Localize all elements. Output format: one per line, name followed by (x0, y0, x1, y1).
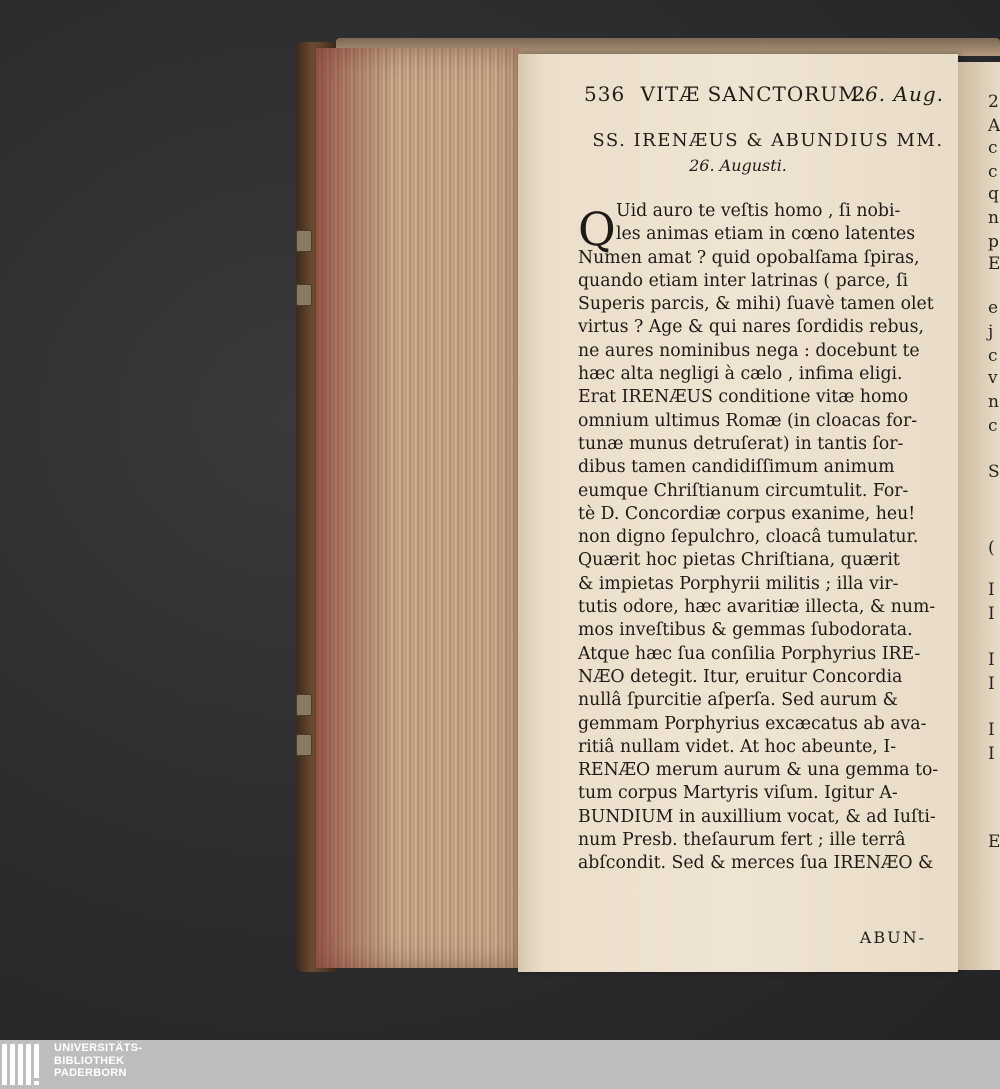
text-line: eumque Chriſtianum circumtulit. For- (578, 480, 909, 501)
catchword: ABUN- (859, 928, 926, 947)
next-page-fragment: I (988, 744, 995, 764)
text-line: abſcondit. Sed & merces ſua IRENÆO & (578, 853, 934, 874)
clasp-icon (296, 284, 312, 306)
next-page-fragment: c (988, 162, 998, 182)
text-line: omnium ultimus Romæ (in cloacas for- (578, 410, 918, 431)
edge-stain (316, 48, 396, 968)
body-text (578, 200, 958, 876)
text-line: & impietas Porphyrii militis ; illa vir- (578, 573, 899, 594)
page-number: 536 (584, 82, 626, 106)
running-head (584, 82, 944, 106)
text-line: Superis parcis, & mihi) ſuavè tamen olet (578, 294, 934, 315)
next-page-fragment: c (988, 416, 998, 436)
next-page-fragment: ( (988, 538, 995, 558)
text-line: tè D. Concordiæ corpus exanime, heu! (578, 503, 916, 524)
text-line: tum corpus Martyris viſum. Igitur A- (578, 783, 898, 804)
clasp-icon (296, 230, 312, 252)
library-footer (0, 1040, 1000, 1089)
next-page-fragment: I (988, 650, 995, 670)
next-page-fragment: q (988, 184, 999, 204)
text-line: Erat IRENÆUS conditione vitæ homo (578, 387, 909, 408)
running-date: 26. Aug. (851, 82, 944, 106)
next-page-fragment: n (988, 208, 999, 228)
text-line: BUNDIUM in auxillium vocat, & ad Iuſti- (578, 806, 936, 827)
clasp-icon (296, 734, 312, 756)
text-line: gemmam Porphyrius excæcatus ab ava- (578, 713, 927, 734)
text-line: quando etiam inter latrinas ( parce, ſi (578, 270, 909, 291)
text-line: tutis odore, hæc avaritiæ illecta, & num- (578, 597, 936, 618)
text-line: virtus ? Age & qui nares ſordidis rebus, (578, 317, 925, 338)
text-line: NÆO detegit. Itur, eruitur Concordia (578, 666, 903, 687)
text-line: dibus tamen candidiſſimum animum (578, 457, 895, 478)
next-page-fragment: 2 (988, 92, 999, 112)
next-page-fragment: p (988, 232, 999, 252)
text-line: nullâ ſpurcitie aſperſa. Sed aurum & (578, 690, 898, 711)
text-line: non digno ſepulchro, cloacâ tumulatur. (578, 527, 919, 548)
chapter-title: SS. IRENÆUS & ABUNDIUS MM. (592, 130, 944, 151)
text-line: ne aures nominibus nega : docebunt te (578, 340, 920, 361)
dropcap: Q (578, 202, 616, 256)
next-page-edge (958, 62, 1000, 970)
next-page-fragment: I (988, 604, 995, 624)
next-page-fragment: I (988, 580, 995, 600)
library-name-line: UNIVERSITÄTS- (54, 1042, 143, 1054)
text-line: Numen amat ? quid opobalſama ſpiras, (578, 247, 920, 268)
clasp-icon (296, 694, 312, 716)
text-line: Quærit hoc pietas Chriſtiana, quærit (578, 550, 900, 571)
next-page-fragment: e (988, 298, 999, 318)
next-page-fragment: E (988, 832, 1000, 852)
library-name-line: BIBLIOTHEK (54, 1054, 125, 1067)
text-line: RENÆO merum aurum & una gemma to- (578, 760, 939, 781)
text-line: num Presb. theſaurum fert ; ille terrâ (578, 830, 906, 851)
library-name-line: PADERBORN (54, 1067, 127, 1079)
text-line: ritiâ nullam videt. At hoc abeunte, I- (578, 736, 897, 757)
next-page-fragment: S (988, 462, 1000, 482)
next-page-fragment: I (988, 674, 995, 694)
book (296, 34, 1000, 980)
text-line: hæc alta negligi à cælo , infima eligi. (578, 364, 903, 385)
next-page-fragment: A (988, 116, 1000, 136)
text-line: tunæ munus detruſerat) in tantis ſor- (578, 433, 904, 454)
next-page-fragment: c (988, 346, 998, 366)
text-line: Atque hæc ſua conſilia Porphyrius IRE- (578, 643, 921, 664)
text-line: les animas etiam in cœno latentes (616, 224, 916, 245)
next-page-fragment: j (988, 322, 994, 342)
next-page-fragment: I (988, 720, 995, 740)
text-line: mos inveſtibus & gemmas ſubodorata. (578, 620, 913, 641)
text-line: Uid auro te veſtis homo , ſi nobi- (616, 201, 901, 221)
book-page (518, 54, 958, 972)
library-name (54, 1042, 142, 1080)
next-page-fragment: E (988, 254, 1000, 274)
next-page-fragment: v (988, 368, 998, 388)
running-title: VITÆ SANCTORUM. (640, 82, 868, 106)
next-page-fragment: n (988, 392, 999, 412)
next-page-fragment: c (988, 138, 998, 158)
chapter-subtitle: 26. Augusti. (689, 156, 787, 175)
